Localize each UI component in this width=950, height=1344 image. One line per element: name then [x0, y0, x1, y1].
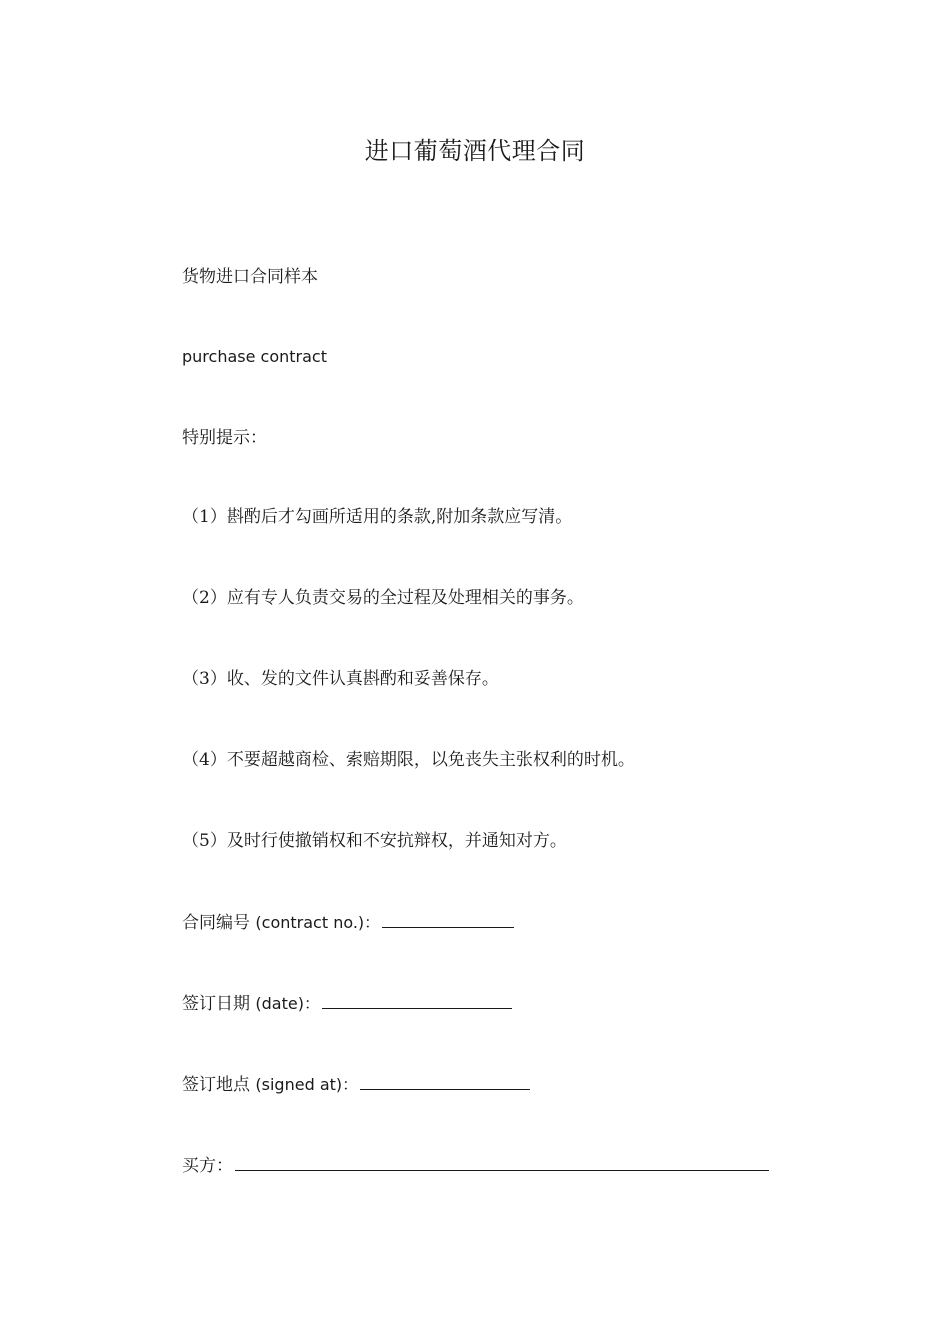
notice-item-1: （1）斟酌后才勾画所适用的条款,附加条款应写清。 — [182, 507, 573, 527]
contract-no-label-en: (contract no.)： — [255, 913, 381, 932]
date-label: 签订日期 — [182, 994, 250, 1014]
place-blank[interactable] — [360, 1071, 530, 1090]
document-title: 进口葡萄酒代理合同 — [364, 137, 586, 165]
notice-heading: 特别提示： — [182, 428, 267, 448]
date-label-en: (date)： — [255, 994, 320, 1013]
contract-no-field — [182, 909, 514, 936]
place-field — [182, 1071, 530, 1098]
notice-item-2: （2）应有专人负责交易的全过程及处理相关的事务。 — [182, 588, 584, 608]
buyer-field — [182, 1152, 769, 1179]
buyer-label: 买方： — [182, 1156, 233, 1176]
contract-no-label: 合同编号 — [182, 913, 250, 933]
document-subtitle: 货物进口合同样本 — [182, 267, 318, 287]
contract-no-blank[interactable] — [382, 909, 514, 928]
place-label: 签订地点 — [182, 1075, 250, 1095]
place-label-en: (signed at)： — [255, 1075, 359, 1094]
notice-item-3: （3）收、发的文件认真斟酌和妥善保存。 — [182, 669, 499, 689]
date-blank[interactable] — [322, 990, 512, 1009]
notice-item-5: （5）及时行使撤销权和不安抗辩权，并通知对方。 — [182, 831, 567, 851]
english-title: purchase contract — [182, 347, 327, 366]
buyer-blank[interactable] — [235, 1152, 769, 1171]
notice-item-4: （4）不要超越商检、索赔期限，以免丧失主张权利的时机。 — [182, 750, 635, 770]
date-field — [182, 990, 512, 1017]
